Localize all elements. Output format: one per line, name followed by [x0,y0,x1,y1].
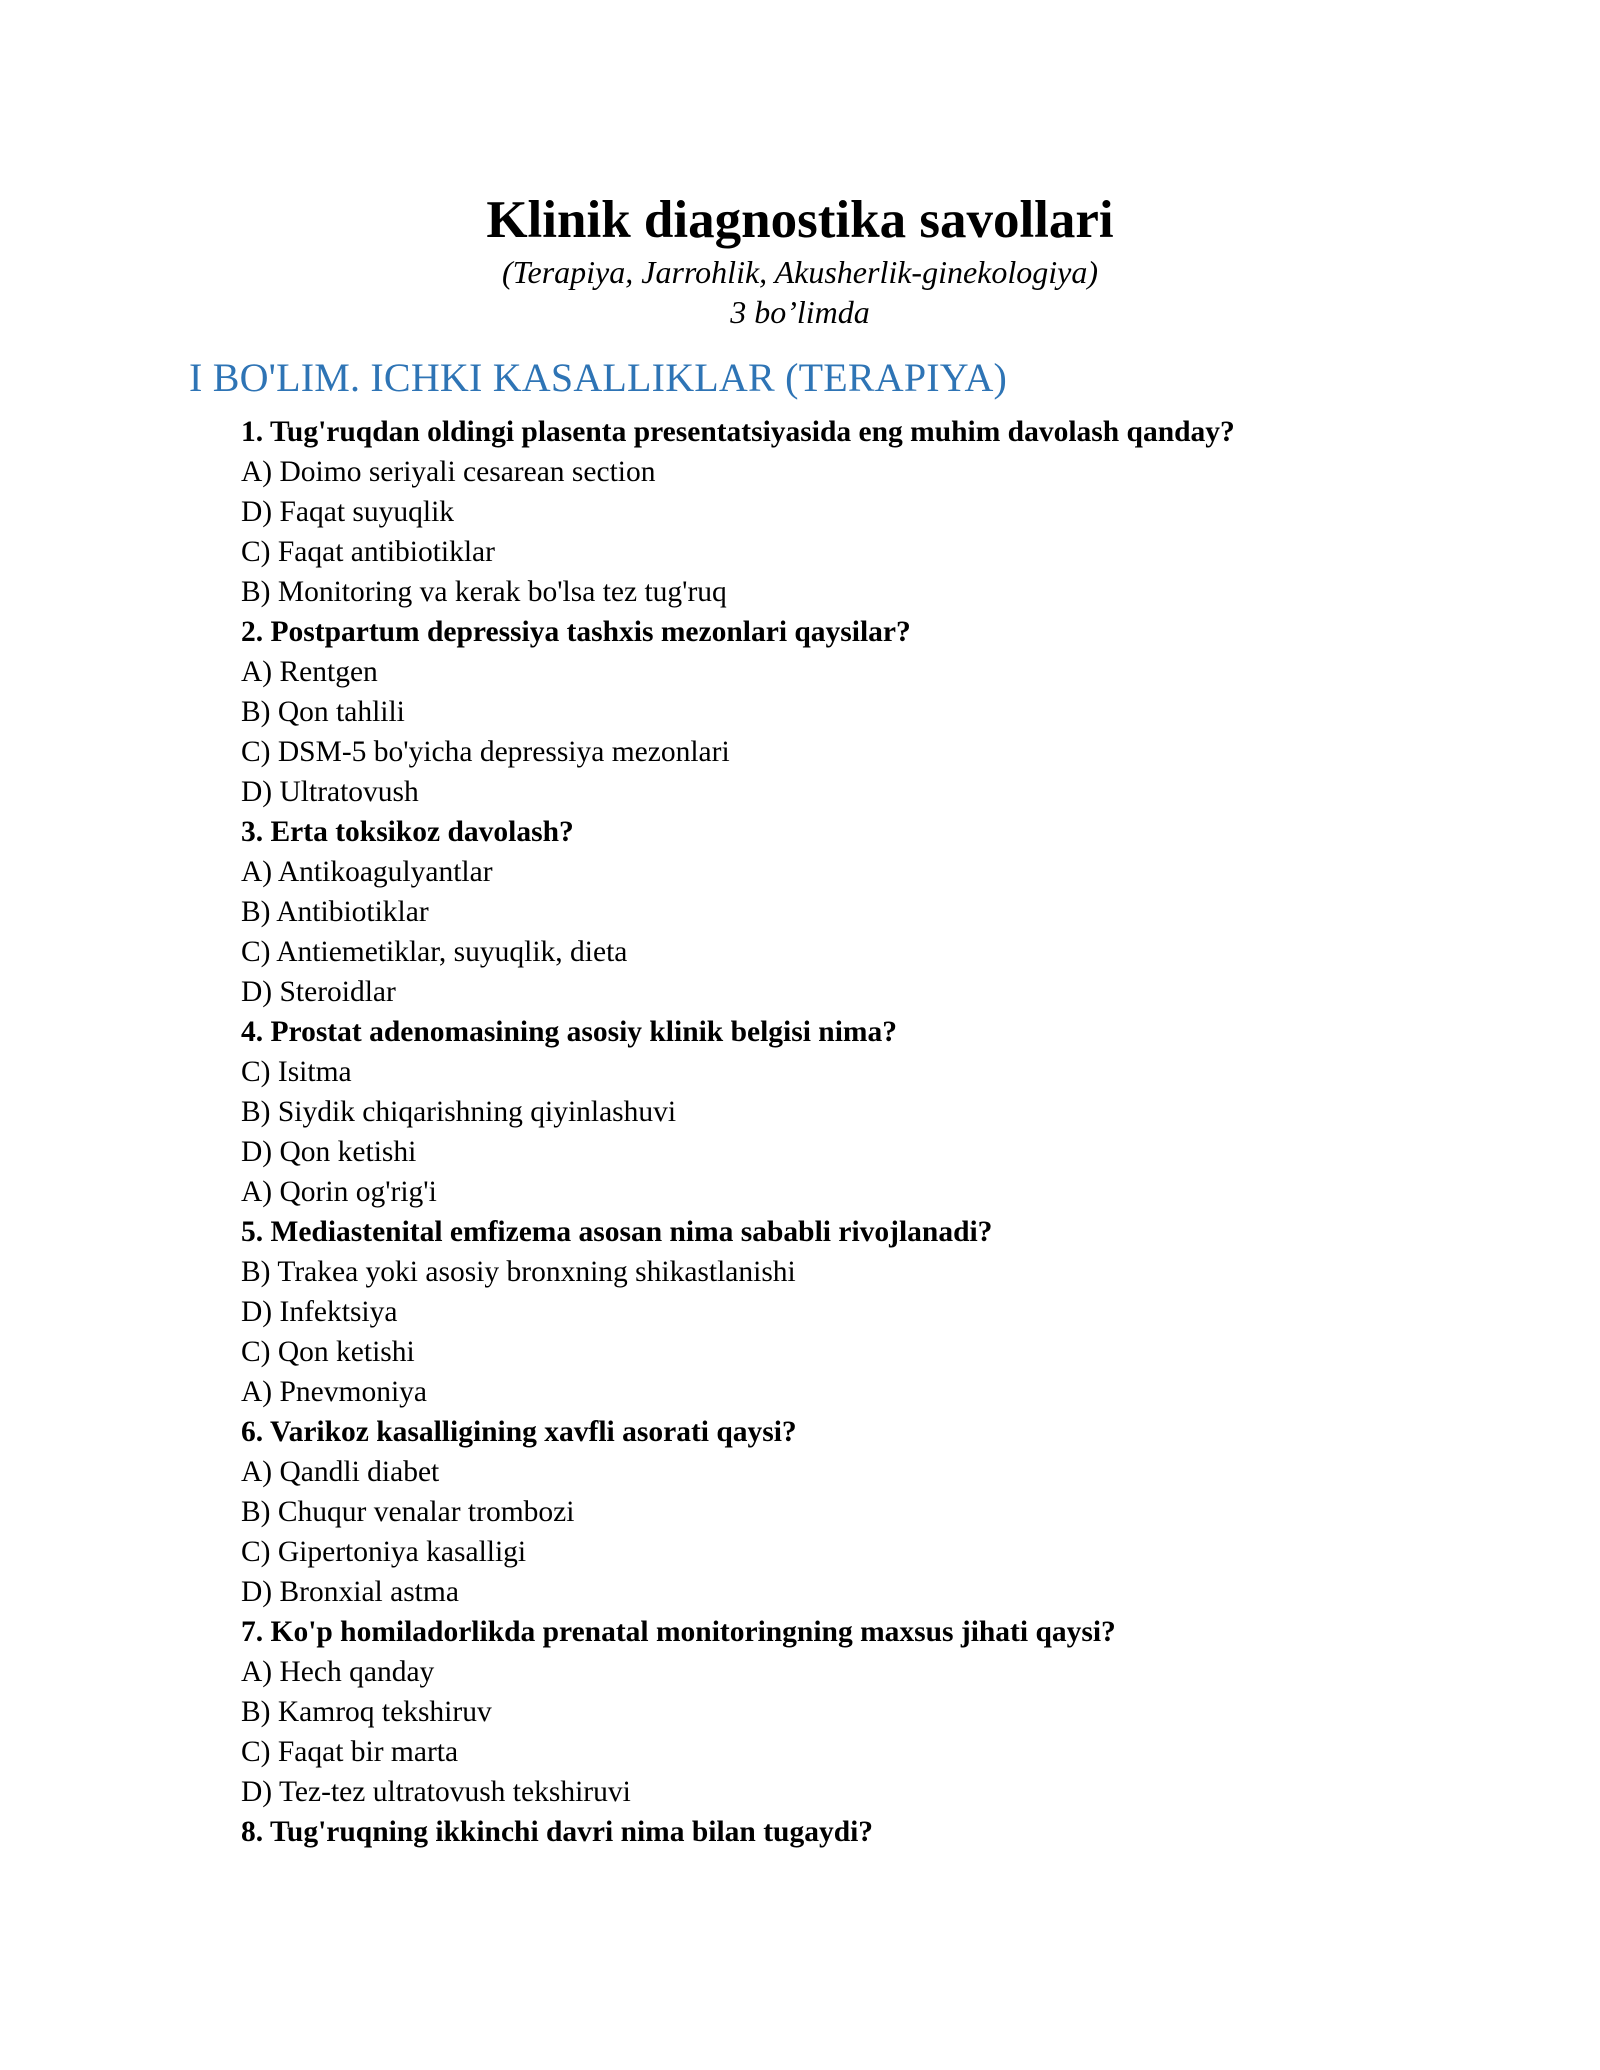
question-text: 8. Tug'ruqning ikkinchi davri nima bilan tugaydi? [241,1816,874,1848]
question-item [241,1012,1441,1212]
answer-option: A) Doimo seriyali cesarean section [241,456,656,488]
answer-option: C) Qon ketishi [241,1336,415,1368]
document-subtitle: (Terapiya, Jarrohlik, Akusherlik-ginekologiya) [501,254,1099,290]
answer-option: A) Rentgen [241,656,378,688]
question-text: 2. Postpartum depressiya tashxis mezonlari qaysilar? [241,616,911,648]
answer-option: D) Qon ketishi [241,1136,417,1168]
answer-option: A) Qandli diabet [241,1456,440,1488]
question-item [241,612,1441,812]
answer-option: B) Trakea yoki asosiy bronxning shikastlanishi [241,1256,796,1288]
question-list [241,412,1441,1852]
section-heading: I BO'LIM. ICHKI KASALLIKLAR (TERAPIYA) [189,355,1008,400]
answer-option: B) Monitoring va kerak bo'lsa tez tug'ruq [241,576,727,608]
answer-option: D) Ultratovush [241,776,419,808]
answer-option: C) DSM-5 bo'yicha depressiya mezonlari [241,736,730,768]
document-title: Klinik diagnostika savollari [486,191,1114,249]
answer-option: B) Qon tahlili [241,696,405,728]
question-item [241,412,1441,612]
answer-option: C) Faqat antibiotiklar [241,536,495,568]
answer-option: C) Antiemetiklar, suyuqlik, dieta [241,936,628,968]
question-item [241,1412,1441,1612]
question-item [241,1212,1441,1412]
answer-option: C) Gipertoniya kasalligi [241,1536,527,1568]
question-text: 4. Prostat adenomasining asosiy klinik belgisi nima? [241,1016,897,1048]
question-text: 3. Erta toksikoz davolash? [241,816,574,848]
answer-option: B) Kamroq tekshiruv [241,1696,492,1728]
answer-option: C) Faqat bir marta [241,1736,459,1768]
question-item [241,1612,1441,1812]
answer-option: D) Tez-tez ultratovush tekshiruvi [241,1776,631,1808]
answer-option: D) Faqat suyuqlik [241,496,455,528]
answer-option: A) Qorin og'rig'i [241,1176,437,1208]
answer-option: D) Bronxial astma [241,1576,459,1608]
answer-option: A) Antikoagulyantlar [241,856,493,888]
answer-option: C) Isitma [241,1056,352,1088]
answer-option: B) Antibiotiklar [241,896,429,928]
question-text: 6. Varikoz kasalligining xavfli asorati qaysi? [241,1416,797,1448]
question-text: 7. Ko'p homiladorlikda prenatal monitoringning maxsus jihati qaysi? [241,1616,1116,1648]
answer-option: D) Infektsiya [241,1296,398,1328]
title-block [0,188,1600,332]
question-item [241,1812,1441,1852]
question-text: 1. Tug'ruqdan oldingi plasenta presentatsiyasida eng muhim davolash qanday? [241,416,1235,448]
answer-option: A) Hech qanday [241,1656,435,1688]
question-text: 5. Mediastenital emfizema asosan nima sababli rivojlanadi? [241,1216,993,1248]
answer-option: B) Chuqur venalar trombozi [241,1496,575,1528]
answer-option: D) Steroidlar [241,976,396,1008]
document-parts-count: 3 bo’limda [730,294,870,330]
answer-option: B) Siydik chiqarishning qiyinlashuvi [241,1096,677,1128]
answer-option: A) Pnevmoniya [241,1376,427,1408]
question-item [241,812,1441,1012]
